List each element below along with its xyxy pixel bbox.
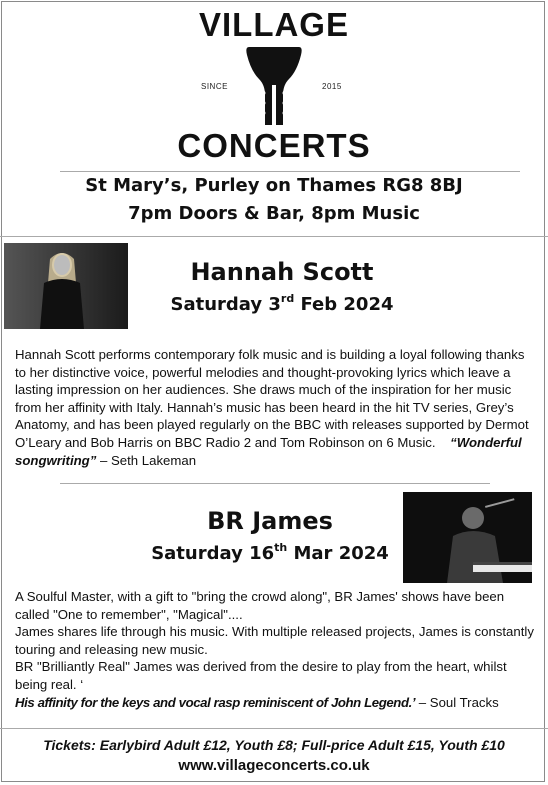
- bio-line: BR "Brilliantly Real" James was derived from the desire to play from the heart, whilst being real. ‘: [15, 659, 507, 692]
- event-date: Saturday 3rd Feb 2024: [170, 292, 394, 315]
- artist-name: BR James: [207, 507, 333, 535]
- event-times: 7pm Doors & Bar, 8pm Music: [128, 203, 420, 224]
- since-year: 2015: [322, 82, 342, 91]
- brand-title-village: VILLAGE: [198, 6, 349, 43]
- bio-line: James shares life through his music. With multiple released projects, James is constantly touring and releasing new music.: [15, 624, 534, 657]
- artist-bio: [15, 346, 537, 469]
- guitar-headstock-icon: [245, 45, 303, 125]
- artist-name: Hannah Scott: [190, 258, 374, 286]
- divider: [0, 236, 548, 237]
- divider: [60, 171, 520, 172]
- ticket-prices: Tickets: Earlybird Adult £12, Youth £8; Full-price Adult £15, Youth £10: [43, 737, 505, 753]
- quote-source: – Soul Tracks: [415, 694, 499, 710]
- bio-line: A Soulful Master, with a gift to "bring the crowd along", BR James' shows have been called "One to remember", "Magical"....: [15, 589, 505, 622]
- since-label: SINCE: [201, 82, 228, 91]
- brand-title-concerts: CONCERTS: [177, 127, 371, 164]
- venue-address: St Mary’s, Purley on Thames RG8 8BJ: [85, 175, 463, 196]
- website-link[interactable]: www.villageconcerts.co.uk: [178, 757, 370, 774]
- artist-bio: [15, 588, 537, 711]
- quote-source: – Seth Lakeman: [96, 452, 197, 468]
- divider: [0, 728, 548, 729]
- press-quote: “Wonderful songwriting”: [15, 434, 522, 468]
- press-quote: His affinity for the keys and vocal rasp reminiscent of John Legend.’: [15, 694, 416, 710]
- divider: [60, 483, 490, 484]
- br-james-photo: [403, 492, 532, 583]
- bio-text: Hannah Scott performs contemporary folk music and is building a loyal following thanks to her distinctive voice, powerful melodies and thought-provoking lyrics which leave a lasting impression on her audiences. She draws much of the inspiration for her music from her affinity with Italy. Hannah’s music has been heard in the hit TV series, Grey’s Anatomy, and has been played regularly on the BBC with releases supported by Dermot O’Leary and Bob Harris on BBC Radio 2 and Tom Robinson on 6 Music.: [15, 347, 529, 450]
- event-date: Saturday 16th Mar 2024: [151, 541, 389, 564]
- hannah-scott-photo: [4, 243, 128, 329]
